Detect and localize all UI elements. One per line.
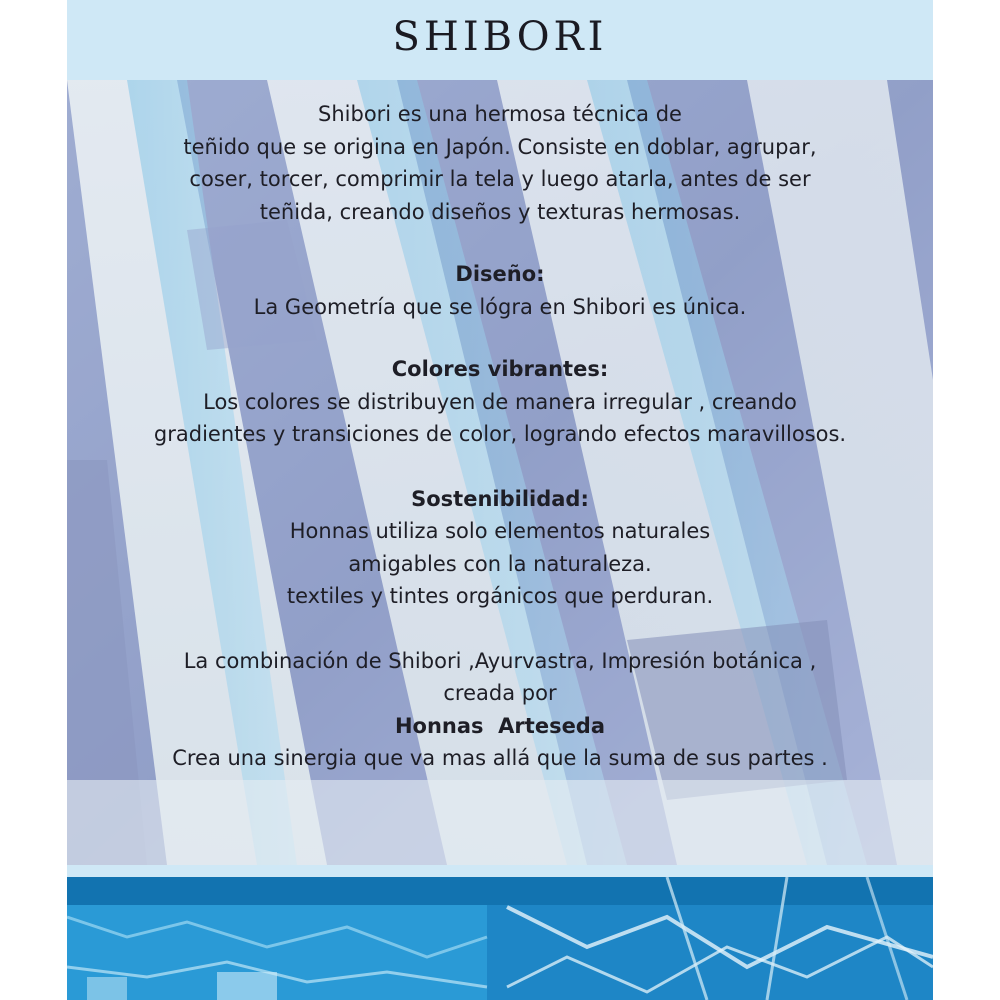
section-text: amigables con la naturaleza. <box>348 551 652 576</box>
section-text: gradientes y transiciones de color, logrando efectos maravillosos. <box>153 422 847 446</box>
shibori-card <box>67 0 933 1000</box>
section-heading-colores: Colores vibrantes: <box>391 357 609 381</box>
section-text: textiles y tintes orgánicos que perduran. <box>286 584 714 608</box>
section-text: La Geometría que se lógra en Shibori es única. <box>253 294 747 319</box>
section-heading-diseno: Diseño: <box>455 262 545 286</box>
intro-line: teñida, creando diseños y texturas hermosas. <box>259 199 741 224</box>
brand-name: Honnas Arteseda <box>394 713 606 738</box>
closing-text: creada por <box>443 681 557 705</box>
intro-line: Shibori es una hermosa técnica de <box>318 102 682 126</box>
section-text: Honnas utiliza solo elementos naturales <box>289 519 711 543</box>
section-text: Los colores se distribuyen de manera irregular , creando <box>203 389 797 414</box>
intro-line: coser, torcer, comprimir la tela y luego atarla, antes de ser <box>189 167 811 191</box>
description-text <box>87 98 913 775</box>
page-title: SHIBORI <box>392 14 608 60</box>
shibori-fabric-strip <box>67 877 933 1000</box>
section-heading-sostenibilidad: Sostenibilidad: <box>411 486 589 511</box>
intro-line: teñido que se origina en Japón. Consiste en doblar, agrupar, <box>183 134 817 159</box>
fabric-pattern-image <box>67 877 933 1000</box>
closing-text: Crea una sinergia que va mas allá que la suma de sus partes . <box>172 746 828 770</box>
closing-text: La combinación de Shibori ,Ayurvastra, Impresión botánica , <box>183 648 817 673</box>
